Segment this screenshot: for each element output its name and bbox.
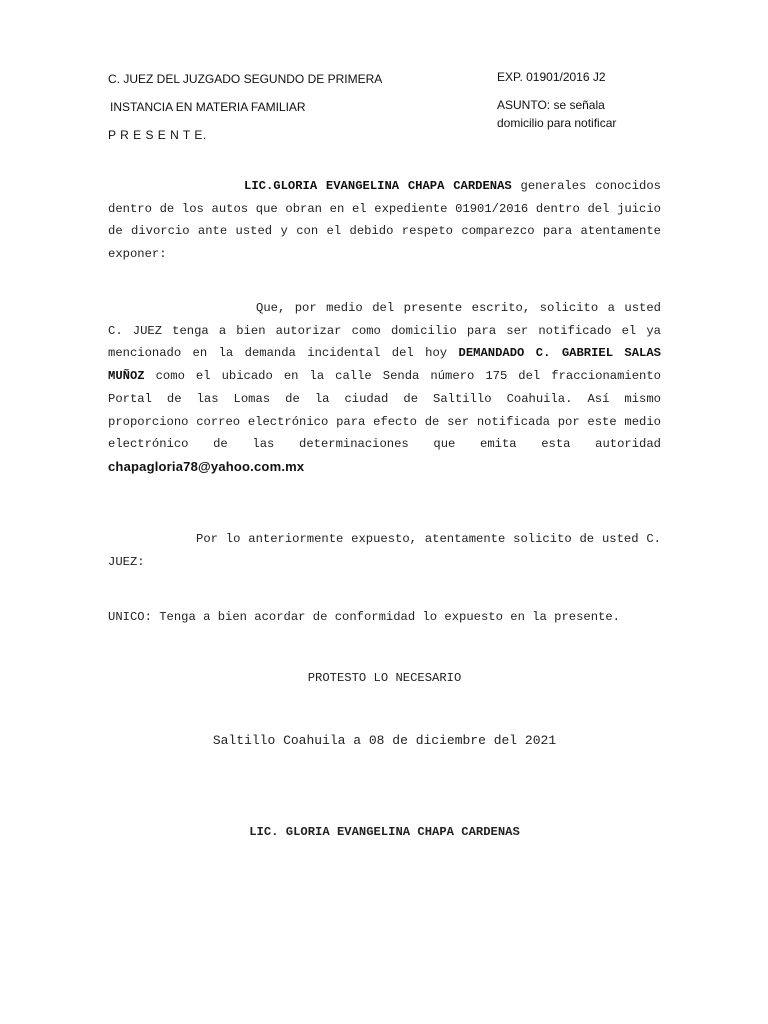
body-text-b: como el ubicado en la calle Senda número 175 del fraccionamiento Portal de las Lomas de la ciudad de Saltillo Coahuila. Así mismo proporciono correo electrónico para efecto de ser notificada por este medio electrónico de las determinaciones que emita esta autoridad xyxy=(108,369,661,452)
intro-text: generales conocidos dentro de los autos que obran en el expediente 01901/2016 dentro del juicio de divorcio ante usted y con el debido respeto comparezco para atentamente exponer: xyxy=(108,179,661,262)
asunto-line-2: domicilio para notificar xyxy=(497,116,617,130)
asunto-line-1: ASUNTO: se señala xyxy=(497,98,605,112)
request-text: Por lo anteriormente expuesto, atentamente solicito de usted C. JUEZ: xyxy=(108,532,661,569)
date-line: Saltillo Coahuila a 08 de diciembre del 2021 xyxy=(212,733,557,748)
petitioner-name: LIC.GLORIA EVANGELINA CHAPA CARDENAS xyxy=(244,179,512,193)
expediente-number: EXP. 01901/2016 J2 xyxy=(497,70,606,84)
addressee-line-3: P R E S E N T E. xyxy=(108,128,207,142)
body-paragraph xyxy=(108,297,661,480)
addressee-line-1: C. JUEZ DEL JUZGADO SEGUNDO DE PRIMERA xyxy=(108,72,383,86)
signature-name: LIC. GLORIA EVANGELINA CHAPA CARDENAS xyxy=(249,825,520,839)
defendant-name: DEMANDADO C. GABRIEL SALAS MUÑOZ xyxy=(108,346,661,384)
request-paragraph xyxy=(108,528,661,573)
email-address: chapagloria78@yahoo.com.mx xyxy=(108,458,305,474)
intro-paragraph xyxy=(108,175,661,266)
protesto-line: PROTESTO LO NECESARIO xyxy=(307,671,462,685)
body-text-a: Que, por medio del presente escrito, solicito a usted C. JUEZ tenga a bien autorizar como domicilio para ser notificado el ya mencionado en la demanda incidental del hoy xyxy=(108,301,661,361)
unico-paragraph: UNICO: Tenga a bien acordar de conformidad lo expuesto en la presente. xyxy=(108,610,620,624)
addressee-line-2: INSTANCIA EN MATERIA FAMILIAR xyxy=(110,100,306,114)
